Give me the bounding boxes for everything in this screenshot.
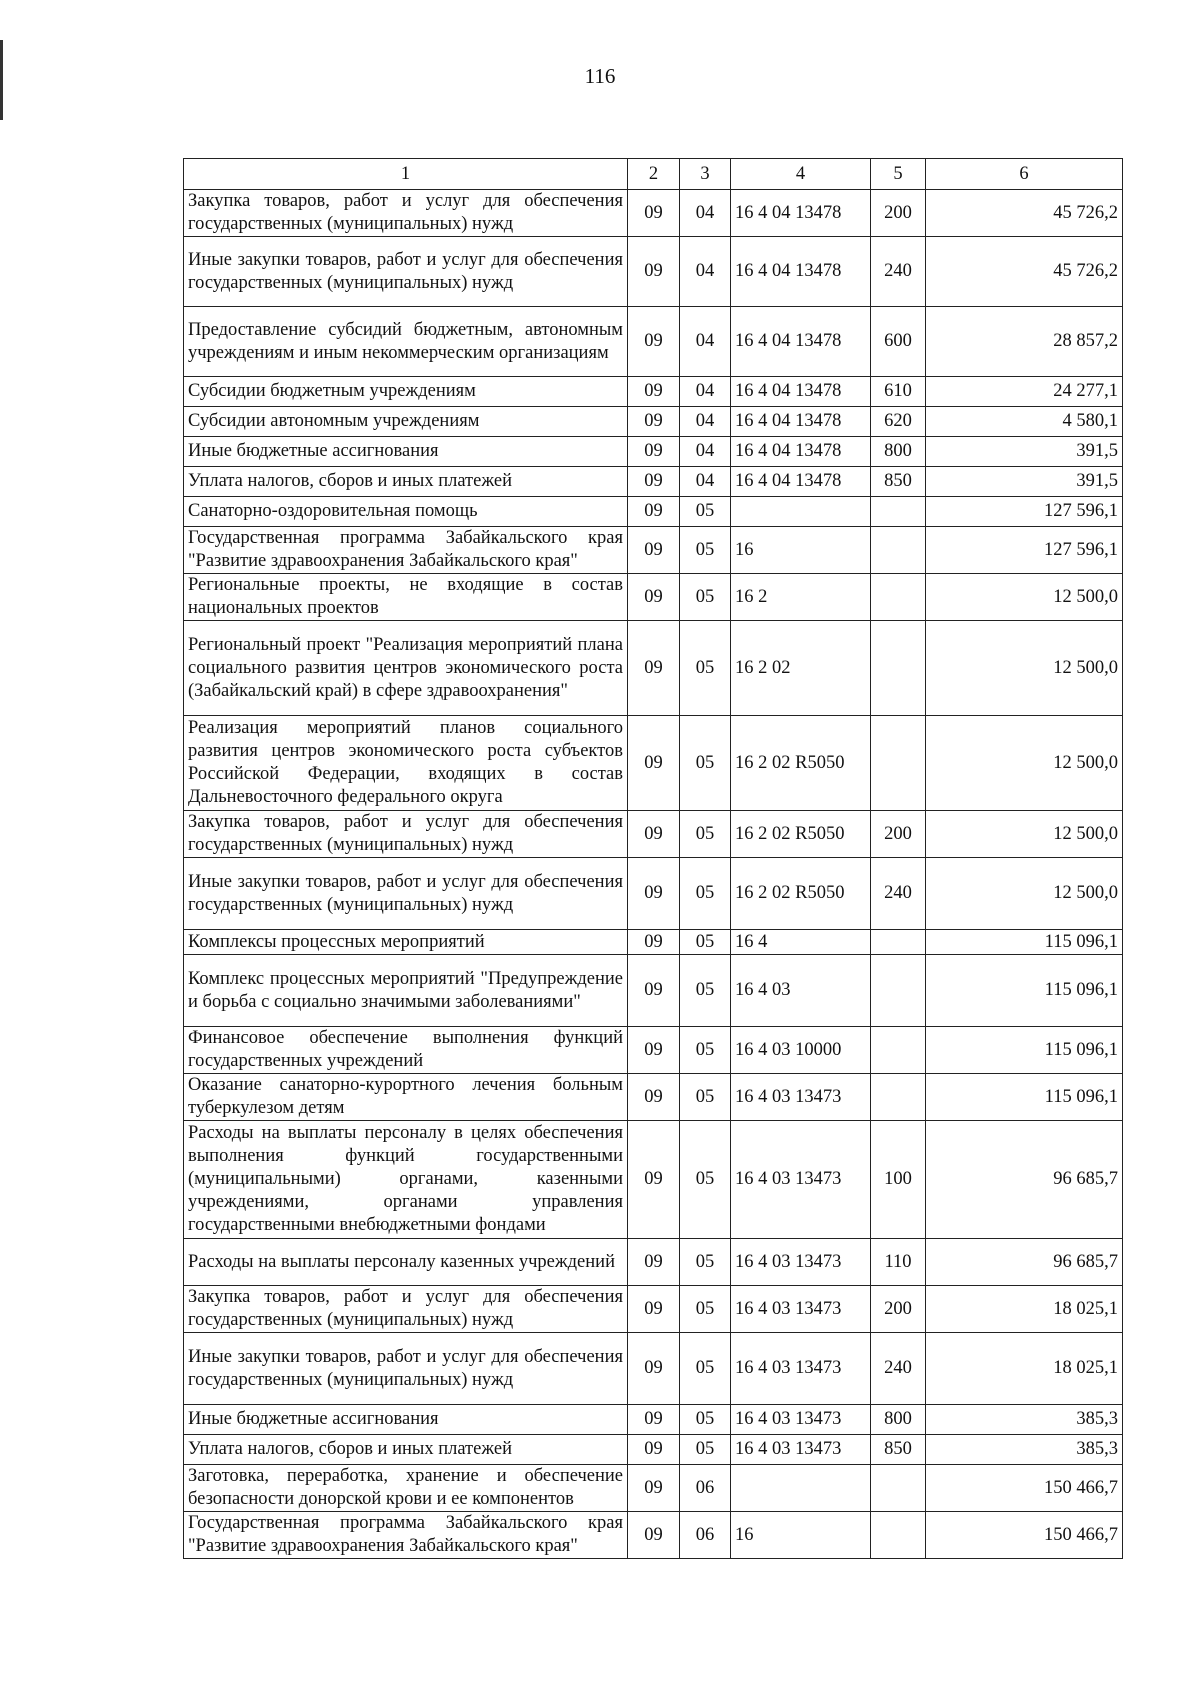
expense-type-cell: 200 — [871, 1286, 926, 1333]
subsection-code-cell: 04 — [680, 377, 731, 407]
amount-cell: 385,3 — [926, 1405, 1123, 1435]
amount-cell: 127 596,1 — [926, 497, 1123, 527]
target-article-cell: 16 4 — [731, 930, 871, 955]
row-name-cell: Заготовка, переработка, хранение и обеспечение безопасности донорской крови и ее компонентов — [184, 1465, 628, 1512]
amount-cell: 96 685,7 — [926, 1239, 1123, 1286]
row-name-cell: Санаторно-оздоровительная помощь — [184, 497, 628, 527]
table-row — [184, 527, 1123, 574]
target-article-cell: 16 2 02 R5050 — [731, 811, 871, 858]
target-article-cell — [731, 497, 871, 527]
row-name-cell: Закупка товаров, работ и услуг для обеспечения государственных (муниципальных) нужд — [184, 190, 628, 237]
target-article-cell: 16 4 03 13473 — [731, 1074, 871, 1121]
expense-type-cell: 240 — [871, 1333, 926, 1405]
header-cell: 5 — [871, 159, 926, 190]
subsection-code-cell: 05 — [680, 1027, 731, 1074]
table-row — [184, 1333, 1123, 1405]
table-row — [184, 955, 1123, 1027]
target-article-cell — [731, 1465, 871, 1512]
amount-cell: 115 096,1 — [926, 1074, 1123, 1121]
table-row — [184, 437, 1123, 467]
row-name-cell: Субсидии автономным учреждениям — [184, 407, 628, 437]
expense-type-cell: 800 — [871, 1405, 926, 1435]
row-name-cell: Иные бюджетные ассигнования — [184, 1405, 628, 1435]
amount-cell: 127 596,1 — [926, 527, 1123, 574]
row-name-cell: Иные бюджетные ассигнования — [184, 437, 628, 467]
section-code-cell: 09 — [628, 497, 680, 527]
expense-type-cell: 240 — [871, 237, 926, 307]
expense-type-cell: 110 — [871, 1239, 926, 1286]
section-code-cell: 09 — [628, 811, 680, 858]
expense-type-cell: 800 — [871, 437, 926, 467]
table-row — [184, 407, 1123, 437]
row-name-cell: Субсидии бюджетным учреждениям — [184, 377, 628, 407]
table-row — [184, 1027, 1123, 1074]
budget-table — [183, 158, 1123, 1559]
table-row — [184, 1465, 1123, 1512]
section-code-cell: 09 — [628, 1435, 680, 1465]
section-code-cell: 09 — [628, 1465, 680, 1512]
subsection-code-cell: 06 — [680, 1465, 731, 1512]
row-name-cell: Расходы на выплаты персоналу в целях обеспечения выполнения функций государственными (муниципальными) органами, казенными учреждениями, органами управления государственными внебюджетными фондами — [184, 1121, 628, 1239]
target-article-cell: 16 4 03 13473 — [731, 1239, 871, 1286]
table-row — [184, 237, 1123, 307]
subsection-code-cell: 04 — [680, 190, 731, 237]
expense-type-cell: 850 — [871, 1435, 926, 1465]
target-article-cell: 16 4 04 13478 — [731, 467, 871, 497]
subsection-code-cell: 05 — [680, 1239, 731, 1286]
amount-cell: 391,5 — [926, 437, 1123, 467]
subsection-code-cell: 05 — [680, 574, 731, 621]
target-article-cell: 16 4 04 13478 — [731, 377, 871, 407]
row-name-cell: Иные закупки товаров, работ и услуг для обеспечения государственных (муниципальных) нужд — [184, 1333, 628, 1405]
table-row — [184, 1286, 1123, 1333]
subsection-code-cell: 05 — [680, 1121, 731, 1239]
subsection-code-cell: 06 — [680, 1512, 731, 1559]
subsection-code-cell: 05 — [680, 527, 731, 574]
expense-type-cell — [871, 716, 926, 811]
table-row — [184, 1405, 1123, 1435]
expense-type-cell: 200 — [871, 811, 926, 858]
section-code-cell: 09 — [628, 527, 680, 574]
amount-cell: 12 500,0 — [926, 811, 1123, 858]
row-name-cell: Расходы на выплаты персоналу казенных учреждений — [184, 1239, 628, 1286]
section-code-cell: 09 — [628, 621, 680, 716]
expense-type-cell — [871, 497, 926, 527]
subsection-code-cell: 05 — [680, 497, 731, 527]
subsection-code-cell: 04 — [680, 467, 731, 497]
amount-cell: 96 685,7 — [926, 1121, 1123, 1239]
target-article-cell: 16 2 02 R5050 — [731, 858, 871, 930]
target-article-cell: 16 4 03 13473 — [731, 1286, 871, 1333]
target-article-cell: 16 — [731, 527, 871, 574]
row-name-cell: Региональные проекты, не входящие в состав национальных проектов — [184, 574, 628, 621]
target-article-cell: 16 4 04 13478 — [731, 437, 871, 467]
expense-type-cell: 240 — [871, 858, 926, 930]
expense-type-cell — [871, 930, 926, 955]
subsection-code-cell: 04 — [680, 237, 731, 307]
section-code-cell: 09 — [628, 1512, 680, 1559]
target-article-cell: 16 4 04 13478 — [731, 237, 871, 307]
table-row — [184, 307, 1123, 377]
subsection-code-cell: 05 — [680, 1435, 731, 1465]
row-name-cell: Финансовое обеспечение выполнения функций государственных учреждений — [184, 1027, 628, 1074]
section-code-cell: 09 — [628, 930, 680, 955]
target-article-cell: 16 4 03 13473 — [731, 1435, 871, 1465]
subsection-code-cell: 05 — [680, 811, 731, 858]
expense-type-cell — [871, 1512, 926, 1559]
amount-cell: 150 466,7 — [926, 1465, 1123, 1512]
target-article-cell: 16 4 03 13473 — [731, 1405, 871, 1435]
subsection-code-cell: 04 — [680, 307, 731, 377]
expense-type-cell: 850 — [871, 467, 926, 497]
amount-cell: 45 726,2 — [926, 237, 1123, 307]
target-article-cell: 16 2 02 — [731, 621, 871, 716]
amount-cell: 12 500,0 — [926, 574, 1123, 621]
table-row — [184, 1512, 1123, 1559]
target-article-cell: 16 4 04 13478 — [731, 190, 871, 237]
section-code-cell: 09 — [628, 377, 680, 407]
header-cell: 2 — [628, 159, 680, 190]
row-name-cell: Государственная программа Забайкальского края "Развитие здравоохранения Забайкальского края" — [184, 527, 628, 574]
expense-type-cell — [871, 1465, 926, 1512]
subsection-code-cell: 05 — [680, 716, 731, 811]
row-name-cell: Государственная программа Забайкальского края "Развитие здравоохранения Забайкальского края" — [184, 1512, 628, 1559]
amount-cell: 12 500,0 — [926, 716, 1123, 811]
row-name-cell: Региональный проект "Реализация мероприятий плана социального развития центров экономического роста (Забайкальский край) в сфере здравоохранения" — [184, 621, 628, 716]
table-row — [184, 497, 1123, 527]
table-row — [184, 1435, 1123, 1465]
expense-type-cell — [871, 574, 926, 621]
section-code-cell: 09 — [628, 1333, 680, 1405]
table-row — [184, 858, 1123, 930]
expense-type-cell — [871, 1027, 926, 1074]
row-name-cell: Реализация мероприятий планов социального развития центров экономического роста субъектов Российской Федерации, входящих в состав Дальневосточного федерального округа — [184, 716, 628, 811]
amount-cell: 45 726,2 — [926, 190, 1123, 237]
row-name-cell: Оказание санаторно-курортного лечения больным туберкулезом детям — [184, 1074, 628, 1121]
table-row — [184, 1074, 1123, 1121]
target-article-cell: 16 4 04 13478 — [731, 307, 871, 377]
subsection-code-cell: 05 — [680, 621, 731, 716]
header-cell: 6 — [926, 159, 1123, 190]
subsection-code-cell: 05 — [680, 930, 731, 955]
target-article-cell: 16 — [731, 1512, 871, 1559]
amount-cell: 18 025,1 — [926, 1286, 1123, 1333]
target-article-cell: 16 2 02 R5050 — [731, 716, 871, 811]
section-code-cell: 09 — [628, 574, 680, 621]
expense-type-cell — [871, 1074, 926, 1121]
row-name-cell: Комплекс процессных мероприятий "Предупреждение и борьба с социально значимыми заболеваниями" — [184, 955, 628, 1027]
expense-type-cell: 100 — [871, 1121, 926, 1239]
section-code-cell: 09 — [628, 407, 680, 437]
section-code-cell: 09 — [628, 437, 680, 467]
subsection-code-cell: 04 — [680, 437, 731, 467]
section-code-cell: 09 — [628, 1027, 680, 1074]
section-code-cell: 09 — [628, 190, 680, 237]
subsection-code-cell: 05 — [680, 955, 731, 1027]
row-name-cell: Иные закупки товаров, работ и услуг для обеспечения государственных (муниципальных) нужд — [184, 237, 628, 307]
subsection-code-cell: 04 — [680, 407, 731, 437]
amount-cell: 391,5 — [926, 467, 1123, 497]
amount-cell: 24 277,1 — [926, 377, 1123, 407]
row-name-cell: Иные закупки товаров, работ и услуг для обеспечения государственных (муниципальных) нужд — [184, 858, 628, 930]
amount-cell: 12 500,0 — [926, 858, 1123, 930]
header-row — [184, 159, 1123, 190]
row-name-cell: Закупка товаров, работ и услуг для обеспечения государственных (муниципальных) нужд — [184, 811, 628, 858]
table-row — [184, 190, 1123, 237]
section-code-cell: 09 — [628, 1121, 680, 1239]
expense-type-cell: 600 — [871, 307, 926, 377]
page-number: 116 — [584, 64, 616, 88]
target-article-cell: 16 4 04 13478 — [731, 407, 871, 437]
section-code-cell: 09 — [628, 467, 680, 497]
amount-cell: 115 096,1 — [926, 1027, 1123, 1074]
table-row — [184, 1121, 1123, 1239]
target-article-cell: 16 4 03 13473 — [731, 1121, 871, 1239]
row-name-cell: Уплата налогов, сборов и иных платежей — [184, 467, 628, 497]
section-code-cell: 09 — [628, 1286, 680, 1333]
section-code-cell: 09 — [628, 1074, 680, 1121]
target-article-cell: 16 2 — [731, 574, 871, 621]
amount-cell: 115 096,1 — [926, 955, 1123, 1027]
amount-cell: 4 580,1 — [926, 407, 1123, 437]
row-name-cell: Закупка товаров, работ и услуг для обеспечения государственных (муниципальных) нужд — [184, 1286, 628, 1333]
header-cell: 3 — [680, 159, 731, 190]
table-row — [184, 467, 1123, 497]
amount-cell: 18 025,1 — [926, 1333, 1123, 1405]
section-code-cell: 09 — [628, 307, 680, 377]
table-row — [184, 811, 1123, 858]
subsection-code-cell: 05 — [680, 1074, 731, 1121]
row-name-cell: Комплексы процессных мероприятий — [184, 930, 628, 955]
amount-cell: 12 500,0 — [926, 621, 1123, 716]
table-row — [184, 1239, 1123, 1286]
table-row — [184, 574, 1123, 621]
table-row — [184, 716, 1123, 811]
target-article-cell: 16 4 03 13473 — [731, 1333, 871, 1405]
header-cell: 1 — [184, 159, 628, 190]
amount-cell: 150 466,7 — [926, 1512, 1123, 1559]
target-article-cell: 16 4 03 — [731, 955, 871, 1027]
row-name-cell: Уплата налогов, сборов и иных платежей — [184, 1435, 628, 1465]
section-code-cell: 09 — [628, 955, 680, 1027]
table-row — [184, 377, 1123, 407]
expense-type-cell — [871, 955, 926, 1027]
amount-cell: 28 857,2 — [926, 307, 1123, 377]
expense-type-cell: 620 — [871, 407, 926, 437]
table-row — [184, 621, 1123, 716]
section-code-cell: 09 — [628, 1239, 680, 1286]
expense-type-cell: 200 — [871, 190, 926, 237]
subsection-code-cell: 05 — [680, 858, 731, 930]
section-code-cell: 09 — [628, 1405, 680, 1435]
subsection-code-cell: 05 — [680, 1405, 731, 1435]
expense-type-cell — [871, 621, 926, 716]
table-row — [184, 930, 1123, 955]
amount-cell: 385,3 — [926, 1435, 1123, 1465]
row-name-cell: Предоставление субсидий бюджетным, автономным учреждениям и иным некоммерческим организациям — [184, 307, 628, 377]
header-cell: 4 — [731, 159, 871, 190]
section-code-cell: 09 — [628, 858, 680, 930]
subsection-code-cell: 05 — [680, 1286, 731, 1333]
amount-cell: 115 096,1 — [926, 930, 1123, 955]
section-code-cell: 09 — [628, 716, 680, 811]
target-article-cell: 16 4 03 10000 — [731, 1027, 871, 1074]
expense-type-cell: 610 — [871, 377, 926, 407]
expense-type-cell — [871, 527, 926, 574]
section-code-cell: 09 — [628, 237, 680, 307]
subsection-code-cell: 05 — [680, 1333, 731, 1405]
